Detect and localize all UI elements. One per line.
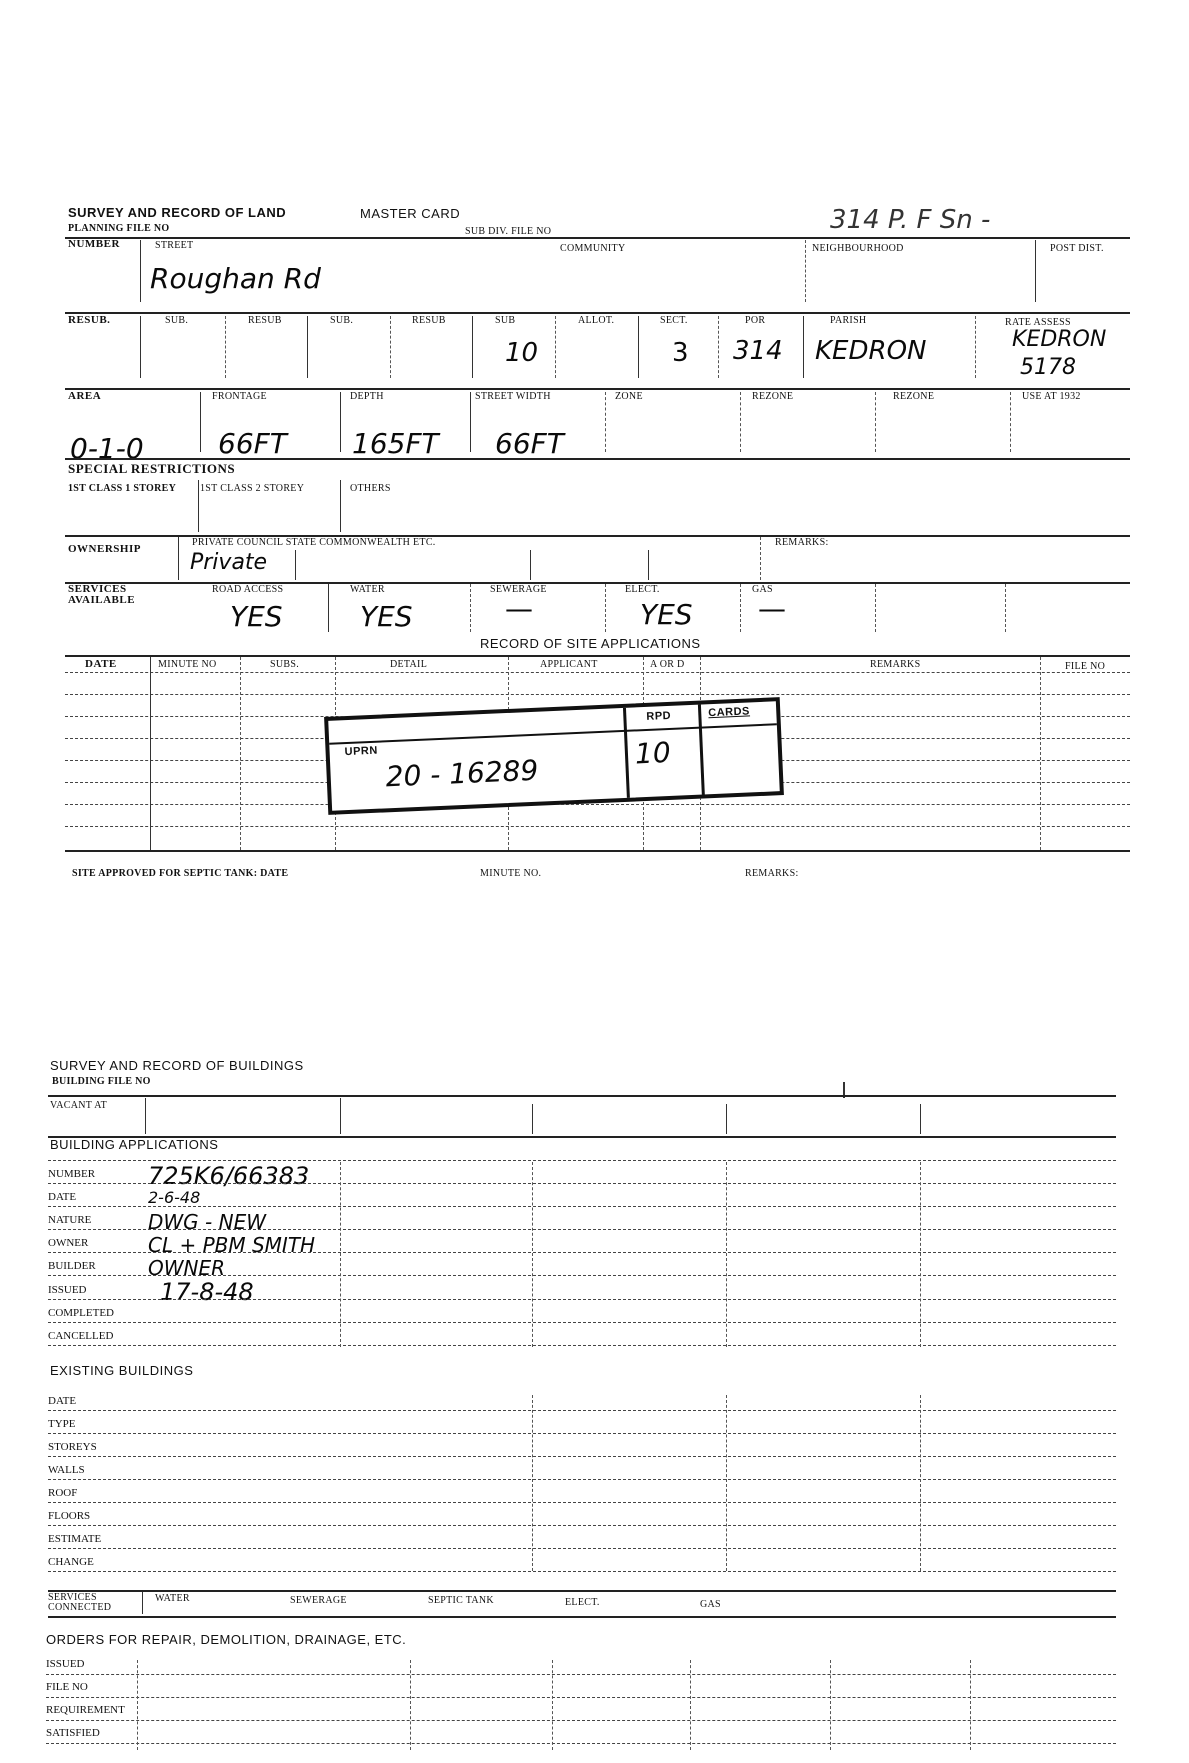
existing-label-type: TYPE: [48, 1418, 76, 1430]
area-label: AREA: [68, 390, 102, 402]
app-value-issued: 17-8-48: [160, 1278, 254, 1306]
class1-label: 1ST CLASS 1 STOREY: [68, 483, 177, 494]
sa-col-subs: SUBS.: [270, 659, 300, 670]
sa-col-applicant: APPLICANT: [540, 659, 598, 670]
area-value: 0-1-0: [70, 432, 144, 465]
row3-label-use-at: USE AT 1932: [1022, 391, 1081, 402]
ownership-remarks: REMARKS:: [775, 537, 829, 548]
post-dist-label: POST DIST.: [1050, 243, 1104, 254]
orders-label-issued: ISSUED: [46, 1658, 85, 1670]
buildings-card-title: SURVEY AND RECORD OF BUILDINGS: [50, 1058, 304, 1073]
row3-label-street-width: STREET WIDTH: [475, 391, 551, 402]
uprn-value: 20 - 16289: [385, 753, 539, 794]
others-label: OTHERS: [350, 483, 391, 494]
row2-label-sect: SECT.: [660, 315, 688, 326]
row3-label-depth: DEPTH: [350, 391, 384, 402]
depth-value: 165FT: [352, 427, 439, 460]
app-label-cancelled: CANCELLED: [48, 1330, 114, 1342]
app-label-owner: OWNER: [48, 1237, 89, 1249]
services-label-gas: GAS: [752, 584, 773, 595]
app-value-owner: CL + PBM SMITH: [148, 1233, 316, 1257]
number-label: NUMBER: [68, 238, 120, 250]
uprn-stamp: [324, 697, 784, 815]
sub-value: 10: [505, 338, 539, 368]
row2-label-parish: PARISH: [830, 315, 867, 326]
services-label-elect: ELECT.: [625, 584, 660, 595]
rate-assess-value-1: KEDRON: [1012, 327, 1107, 352]
existing-label-date: DATE: [48, 1395, 77, 1407]
sc-label-gas: GAS: [700, 1599, 721, 1610]
septic-label: SITE APPROVED FOR SEPTIC TANK: DATE: [72, 868, 289, 879]
sa-col-file: FILE NO: [1065, 661, 1106, 672]
ownership-types: PRIVATE COUNCIL STATE COMMONWEALTH ETC.: [192, 537, 436, 548]
services-label-water: WATER: [350, 584, 385, 595]
row3-label-zone: ZONE: [615, 391, 643, 402]
rpd-value: 10: [634, 735, 672, 771]
app-value-number: 725K6/66383: [148, 1162, 310, 1190]
sa-col-a-or-d: A OR D: [650, 659, 685, 670]
existing-label-floors: FLOORS: [48, 1510, 91, 1522]
sub-div-file-label: SUB DIV. FILE NO: [465, 226, 552, 237]
row2-label-resub2: RESUB: [412, 315, 446, 326]
existing-label-change: CHANGE: [48, 1556, 94, 1568]
sa-col-detail: DETAIL: [390, 659, 428, 670]
ownership-value: Private: [190, 550, 268, 575]
row2-label-allot: ALLOT.: [578, 315, 615, 326]
row2-label-por: POR: [745, 315, 766, 326]
elect-value: YES: [640, 598, 693, 631]
app-value-date: 2-6-48: [148, 1188, 201, 1207]
sewerage-value: —: [505, 592, 533, 625]
community-label: COMMUNITY: [560, 243, 626, 254]
sa-col-minute: MINUTE NO: [158, 659, 217, 670]
services-label-road: ROAD ACCESS: [212, 584, 284, 595]
existing-label-roof: ROOF: [48, 1487, 78, 1499]
existing-label-walls: WALLS: [48, 1464, 85, 1476]
orders-label-file: FILE NO: [46, 1681, 88, 1693]
site-applications-title: RECORD OF SITE APPLICATIONS: [480, 636, 701, 651]
services-connected-label: SERVICES CONNECTED: [48, 1592, 112, 1613]
water-value: YES: [360, 600, 413, 633]
app-label-nature: NATURE: [48, 1214, 92, 1226]
sc-label-septic: SEPTIC TANK: [428, 1595, 494, 1606]
road-access-value: YES: [230, 600, 283, 633]
app-label-number: NUMBER: [48, 1168, 96, 1180]
row2-label-sub1: SUB.: [165, 315, 189, 326]
sect-value: 3: [672, 338, 689, 368]
orders-title: ORDERS FOR REPAIR, DEMOLITION, DRAINAGE, ETC.: [46, 1632, 407, 1647]
existing-label-storeys: STOREYS: [48, 1441, 97, 1453]
row2-label-sub3: SUB: [495, 315, 516, 326]
existing-buildings-title: EXISTING BUILDINGS: [50, 1363, 194, 1378]
existing-label-estimate: ESTIMATE: [48, 1533, 102, 1545]
sc-label-elect: ELECT.: [565, 1597, 600, 1608]
sa-col-remarks: REMARKS: [870, 659, 921, 670]
row2-label-sub2: SUB.: [330, 315, 354, 326]
street-width-value: 66FT: [495, 427, 564, 460]
orders-label-requirement: REQUIREMENT: [46, 1704, 125, 1716]
septic-minute-label: MINUTE NO.: [480, 868, 542, 879]
rate-assess-value-2: 5178: [1020, 355, 1076, 380]
street-label: STREET: [155, 240, 194, 251]
services-label: SERVICES AVAILABLE: [68, 583, 136, 606]
row3-label-frontage: FRONTAGE: [212, 391, 267, 402]
building-file-label: BUILDING FILE NO: [52, 1076, 151, 1087]
sc-label-water: WATER: [155, 1593, 190, 1604]
street-value: Roughan Rd: [150, 262, 321, 295]
services-label-sewerage: SEWERAGE: [490, 584, 547, 595]
sa-col-date: DATE: [85, 658, 117, 670]
parish-value: KEDRON: [815, 336, 927, 366]
row2-label-rate-assess: RATE ASSESS: [1005, 317, 1071, 328]
master-card-label: MASTER CARD: [360, 206, 461, 221]
neighbourhood-label: NEIGHBOURHOOD: [812, 243, 904, 254]
special-restrictions-title: SPECIAL RESTRICTIONS: [68, 461, 236, 476]
row3-label-rezone-1: REZONE: [752, 391, 794, 402]
uprn-label: UPRN: [344, 744, 379, 759]
land-card-title: SURVEY AND RECORD OF LAND: [68, 205, 287, 220]
top-right-note: 314 P. F Sn -: [830, 205, 991, 235]
planning-file-label: PLANNING FILE NO: [68, 223, 170, 234]
class2-label: 1ST CLASS 2 STOREY: [200, 483, 305, 494]
app-label-issued: ISSUED: [48, 1284, 87, 1296]
vacant-at-label: VACANT AT: [50, 1100, 108, 1111]
app-label-completed: COMPLETED: [48, 1307, 114, 1319]
sc-label-sewerage: SEWERAGE: [290, 1595, 347, 1606]
app-label-date: DATE: [48, 1191, 77, 1203]
row3-label-rezone-2: REZONE: [893, 391, 935, 402]
rpd-label: RPD: [646, 709, 672, 723]
app-value-builder: OWNER: [148, 1256, 226, 1280]
row2-label-resub1: RESUB: [248, 315, 282, 326]
septic-remarks-label: REMARKS:: [745, 868, 799, 879]
cards-label: CARDS: [708, 705, 751, 720]
ownership-label: OWNERSHIP: [68, 543, 141, 555]
resub-label: RESUB.: [68, 314, 111, 326]
app-label-builder: BUILDER: [48, 1260, 96, 1272]
gas-value: —: [758, 592, 786, 625]
orders-label-satisfied: SATISFIED: [46, 1727, 100, 1739]
app-value-nature: DWG - NEW: [148, 1210, 266, 1234]
por-value: 314: [733, 336, 783, 366]
building-applications-title: BUILDING APPLICATIONS: [50, 1137, 219, 1152]
frontage-value: 66FT: [218, 427, 287, 460]
